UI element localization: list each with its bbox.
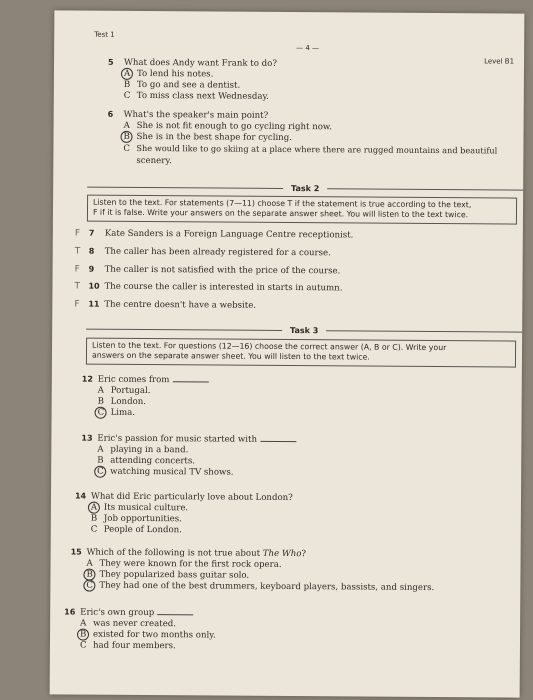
question-12 [82,374,514,423]
statement-10: T 10 The course the caller is interested in starts in autumn. [74,281,343,294]
question-text: Eric's own group [80,607,155,619]
handwritten-mark: F [74,228,81,239]
option-letter: C [123,91,131,102]
question-number: 14 [74,491,87,501]
option-c[interactable]: C had four members. [79,640,176,652]
question-text: What's the speaker's main point? [123,109,269,121]
question-text: What did Eric particularly love about London? [90,491,293,504]
option-text: scenery. [136,155,172,166]
question-14 [75,491,513,540]
task-2-title: Task 2 [87,183,523,195]
option-b[interactable]: B They popularized bass guitar solo. [86,569,250,581]
question-13 [81,433,513,482]
question-5 [108,57,516,105]
header-test-label: Test 1 [94,30,115,39]
option-c[interactable]: C People of London. [90,525,182,536]
task-3-instructions: Listen to the text. For questions (12—16) choose the correct answer (A, B or C). Write your answers on the separate answer sheet. You will listen to the text twice. [86,338,516,368]
answer-blank [260,441,296,442]
question-number: 16 [64,607,76,617]
option-c[interactable]: C watching musical TV shows. [97,467,234,479]
task-2-instructions: Listen to the text. For statements (7—11) choose T if the statement is true according to the text, F if it is false. Write your answers on the separate answer sheet. You will listen to the text twice. [87,195,517,225]
option-letter: B [123,80,131,91]
option-letter: A [123,120,130,131]
option-a[interactable]: A playing in a band. [97,444,189,456]
question-16 [64,606,512,655]
question-text: Which of the following is not true about The Who? [86,547,307,560]
option-text: To go and see a dentist. [136,80,241,91]
option-c[interactable] [108,91,516,105]
option-c[interactable]: C Lima. [97,408,136,419]
task-3-title: Task 3 [86,325,522,337]
option-a[interactable]: A was never created. [80,618,177,630]
option-letter: C [123,144,131,155]
question-6 [107,109,515,170]
question-15 [70,546,512,595]
option-letter: A [124,69,137,80]
question-number: 5 [108,57,114,67]
handwritten-mark: T [74,246,81,257]
option-a[interactable]: A Its musical culture. [90,502,189,514]
question-number: 13 [81,433,93,443]
question-number: 15 [70,547,82,557]
handwritten-mark: T [74,281,81,292]
statement-9: F 9 The caller is not satisfied with the price of the course. [74,264,341,277]
option-text: She is in the best shape for cycling. [136,132,293,144]
option-text: To miss class next Wednesday. [136,91,269,103]
question-text: Eric's passion for music started with [97,433,258,445]
option-letter: B [123,132,136,143]
handwritten-mark: F [74,264,80,275]
question-text: What does Andy want Frank to do? [123,57,277,69]
header-level: Level B1 [484,57,515,66]
handwritten-mark: F [74,299,80,310]
option-text: She is not fit enough to go cycling right now. [136,120,333,133]
option-b[interactable]: B existed for two months only. [79,629,216,641]
header-page-number: — 4 — [296,44,320,53]
question-number: 6 [107,109,114,119]
option-b[interactable]: B Job opportunities. [90,513,182,525]
statement-11: F 11 The centre doesn't have a website. [74,299,257,311]
option-a[interactable]: A Portugal. [97,385,151,397]
option-text: To lend his notes. [136,68,214,80]
question-number: 12 [81,374,93,384]
option-b[interactable]: B London. [97,396,147,408]
option-c[interactable]: C They had one of the best drummers, keyboard players, bassists, and singers. [86,581,435,594]
option-text: She would like to go skiing at a place where there are rugged mountains and beautiful [136,143,498,156]
option-a[interactable]: A They were known for the first rock opera. [86,558,282,570]
statement-7: F 7 Kate Sanders is a Foreign Language Centre receptionist. [74,228,354,241]
answer-blank [172,381,208,382]
option-c-continued [107,155,515,169]
answer-blank [157,614,193,615]
option-b[interactable]: B attending concerts. [97,455,196,467]
exam-page [50,10,525,697]
question-text: Eric comes from [97,374,170,386]
statement-8: T 8 The caller has been already registered for a course. [74,246,331,259]
